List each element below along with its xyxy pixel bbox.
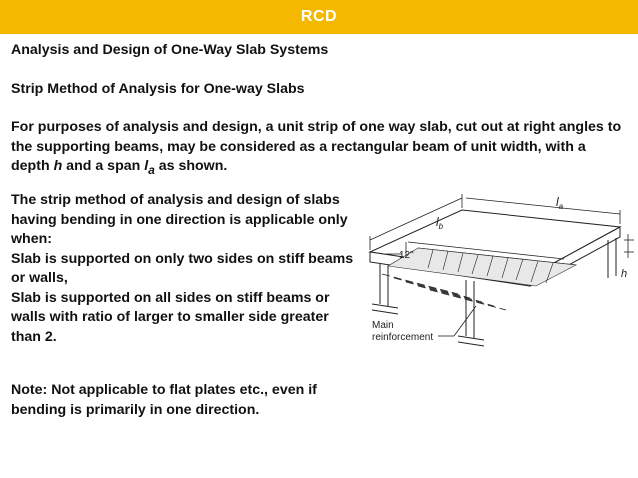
condition-intro: The strip method of analysis and design of slabs having bending in one direction is applicable only when: [11,192,348,247]
label-reinforcement: reinforcement [372,332,434,343]
intro-l-sub: a [148,162,155,177]
intro-text-3: as shown. [154,158,228,174]
conditions-block [11,191,361,347]
intro-paragraph [11,118,626,180]
intro-h: h [53,158,63,174]
header-title: RCD [300,8,338,25]
slab-diagram [358,182,636,352]
label-main: Main [372,320,394,331]
intro-text-2: and a span [62,158,145,174]
label-lb: $l_b$ [436,215,444,231]
label-h: h [621,268,628,280]
header-bar [0,0,638,34]
intro-l: l [144,158,149,174]
intro-text-1: For purposes of analysis and design, a unit strip of one way slab, cut out at right angles to the supporting beams, may be considered as a rectangular beam of unit width, with a depth [11,119,622,174]
slab-figure [358,182,636,352]
heading-strip-method: Strip Method of Analysis for One-way Slabs [11,81,305,97]
condition-all-sides: Slab is supported on all sides on stiff beams or walls with ratio of larger to smaller side greater than 2. [11,289,330,345]
heading-one-way-slab: Analysis and Design of One-Way Slab Systems [11,42,329,58]
label-12in: 12" [399,250,414,261]
label-la: $l_a$ [556,195,564,211]
note-text: Note: Not applicable to flat plates etc., even if bending is primarily in one direction. [11,382,317,418]
condition-two-sides: Slab is supported on only two sides on stiff beams or walls, [11,250,354,286]
